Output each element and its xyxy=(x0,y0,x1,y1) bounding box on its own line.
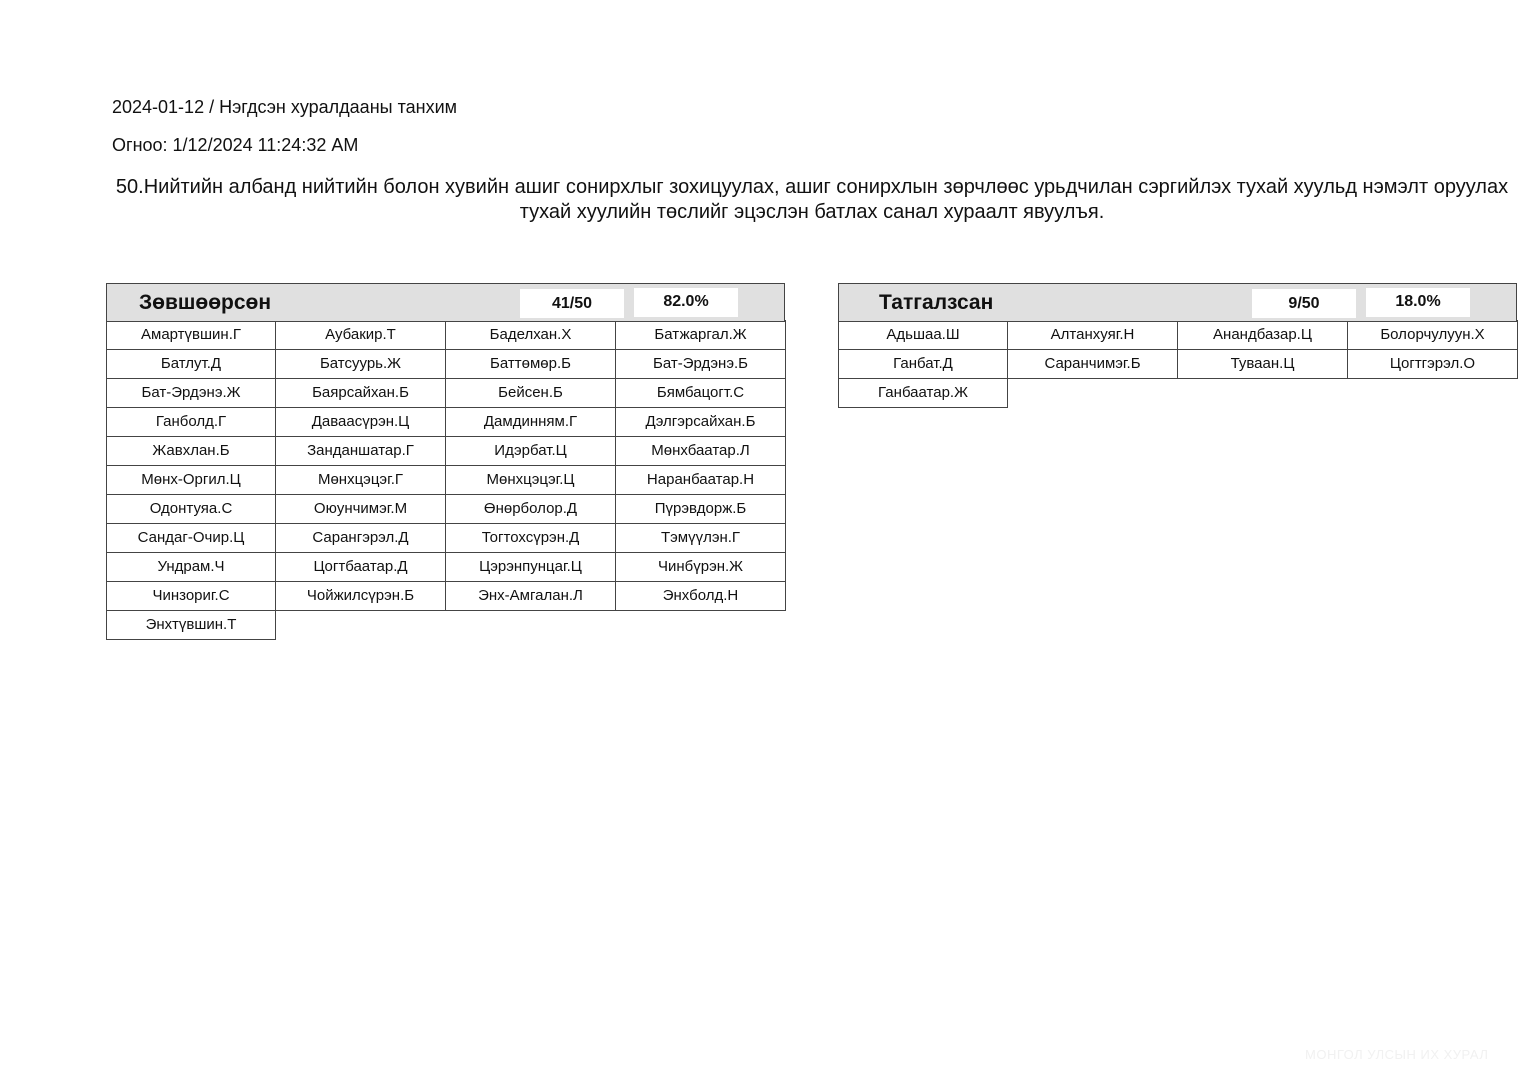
voter-name: Наранбаатар.Н xyxy=(615,465,786,495)
voter-name: Ганбаатар.Ж xyxy=(838,378,1008,408)
approved-header xyxy=(106,283,785,322)
rejected-percent: 18.0% xyxy=(1366,288,1470,317)
voter-name: Энх-Амгалан.Л xyxy=(445,581,616,611)
voter-name: Мөнх-Оргил.Ц xyxy=(106,465,276,495)
rejected-header xyxy=(838,283,1517,322)
voter-name: Чинбүрэн.Ж xyxy=(615,552,786,582)
voter-name: Ганбат.Д xyxy=(838,349,1008,379)
voter-name: Бейсен.Б xyxy=(445,378,616,408)
voter-name: Чойжилсүрэн.Б xyxy=(275,581,446,611)
voter-name: Баделхан.Х xyxy=(445,320,616,350)
watermark: МОНГОЛ УЛСЫН ИХ ХУРАЛ xyxy=(1305,1047,1489,1062)
voter-name: Батлут.Д xyxy=(106,349,276,379)
voter-name: Оюунчимэг.М xyxy=(275,494,446,524)
voter-name: Баттөмөр.Б xyxy=(445,349,616,379)
voter-name: Туваан.Ц xyxy=(1177,349,1348,379)
voter-name: Цэрэнпунцаг.Ц xyxy=(445,552,616,582)
voter-name: Занданшатар.Г xyxy=(275,436,446,466)
voter-name: Батжаргал.Ж xyxy=(615,320,786,350)
voter-name: Цогтгэрэл.О xyxy=(1347,349,1518,379)
voter-name: Баярсайхан.Б xyxy=(275,378,446,408)
voter-name: Идэрбат.Ц xyxy=(445,436,616,466)
voter-name: Дамдинням.Г xyxy=(445,407,616,437)
approved-panel xyxy=(106,283,785,640)
voter-name: Дэлгэрсайхан.Б xyxy=(615,407,786,437)
approved-title: Зөвшөөрсөн xyxy=(139,291,272,314)
voter-name: Ундрам.Ч xyxy=(106,552,276,582)
approved-names-grid xyxy=(106,321,785,640)
voter-name: Амартүвшин.Г xyxy=(106,320,276,350)
voter-name: Өнөрболор.Д xyxy=(445,494,616,524)
voter-name: Энхболд.Н xyxy=(615,581,786,611)
voter-name: Пүрэвдорж.Б xyxy=(615,494,786,524)
rejected-count: 9/50 xyxy=(1252,289,1356,318)
voter-name: Саранчимэг.Б xyxy=(1007,349,1178,379)
voter-name: Жавхлан.Б xyxy=(106,436,276,466)
voter-name: Тэмүүлэн.Г xyxy=(615,523,786,553)
voter-name: Чинзориг.С xyxy=(106,581,276,611)
voter-name: Алтанхуяг.Н xyxy=(1007,320,1178,350)
voter-name: Болорчулуун.Х xyxy=(1347,320,1518,350)
rejected-panel xyxy=(838,283,1517,408)
voter-name: Одонтуяа.С xyxy=(106,494,276,524)
voter-name: Адьшаа.Ш xyxy=(838,320,1008,350)
voter-name: Бат-Эрдэнэ.Б xyxy=(615,349,786,379)
motion-title: 50.Нийтийн албанд нийтийн болон хувийн ашиг сонирхлыг зохицуулах, ашиг сонирхлын зөрчлөөс урьдчилан сэргийлэх тухай хуульд нэмэлт оруулах тухай хуулийн төслийг эцэслэн батлах санал хураалт явуулъя. xyxy=(115,176,1509,223)
voter-name: Мөнхбаатар.Л xyxy=(615,436,786,466)
voter-name: Батсуурь.Ж xyxy=(275,349,446,379)
voter-name: Мөнхцэцэг.Г xyxy=(275,465,446,495)
voter-name: Бат-Эрдэнэ.Ж xyxy=(106,378,276,408)
voter-name: Сарангэрэл.Д xyxy=(275,523,446,553)
voter-name: Энхтүвшин.Т xyxy=(106,610,276,640)
voter-name: Цогтбаатар.Д xyxy=(275,552,446,582)
voter-name: Аубакир.Т xyxy=(275,320,446,350)
session-info: 2024-01-12 / Нэгдсэн хуралдааны танхим xyxy=(112,97,457,117)
voter-name: Сандаг-Очир.Ц xyxy=(106,523,276,553)
vote-date: Огноо: 1/12/2024 11:24:32 AM xyxy=(112,135,359,155)
voter-name: Анандбазар.Ц xyxy=(1177,320,1348,350)
rejected-title: Татгалзсан xyxy=(879,291,994,314)
rejected-names-grid xyxy=(838,321,1517,408)
voter-name: Ганболд.Г xyxy=(106,407,276,437)
voter-name: Мөнхцэцэг.Ц xyxy=(445,465,616,495)
approved-count: 41/50 xyxy=(520,289,624,318)
voter-name: Даваасүрэн.Ц xyxy=(275,407,446,437)
voter-name: Бямбацогт.С xyxy=(615,378,786,408)
voter-name: Тогтохсүрэн.Д xyxy=(445,523,616,553)
approved-percent: 82.0% xyxy=(634,288,738,317)
